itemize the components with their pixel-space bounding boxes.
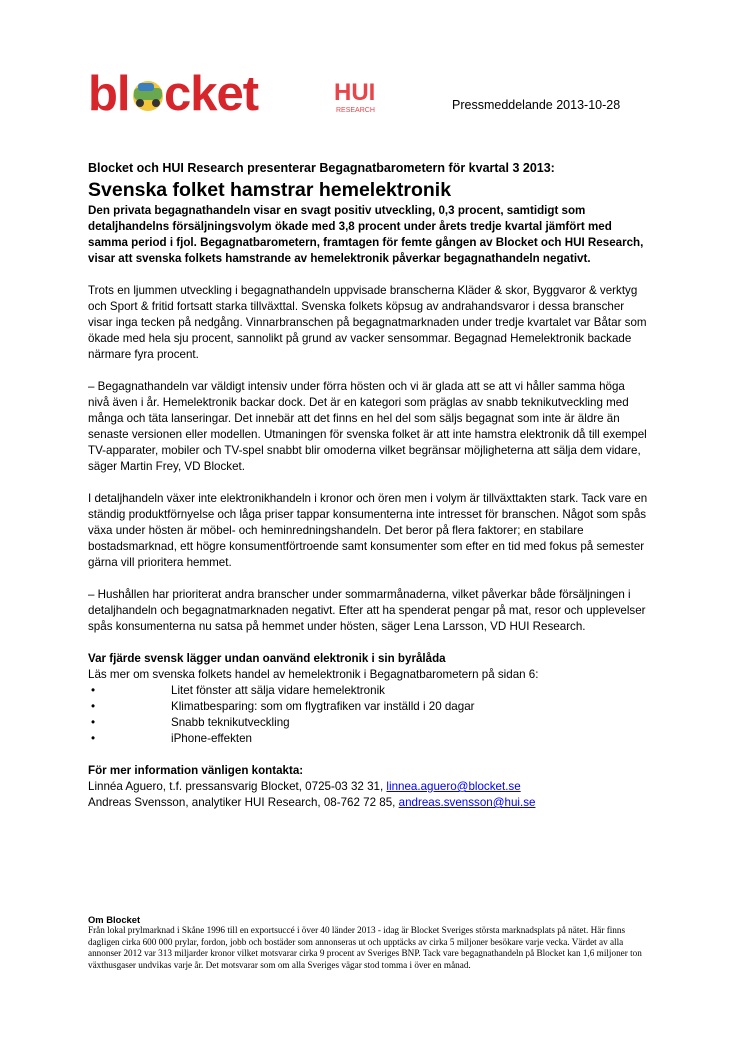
article-paragraph: I detaljhandeln växer inte elektronikhandeln i kronor och ören men i volym är tillväxttakten stark. Tack vare en ständig produktförnyelse och låga priser tappar konsumenterna inte intresset för branschen. Något som spås växa under hösten är möbel- och heminredningshandeln. Det beror på flera faktorer; en stabilare bostadsmarknad, ett högre konsumentförtroende samt konsumenter som efter en tid med fokus på semester gärna vill prioritera hemmet. — [88, 492, 648, 569]
press-release-date: Pressmeddelande 2013-10-28 — [452, 98, 621, 112]
contact-email-link[interactable]: linnea.aguero@blocket.se — [386, 780, 521, 793]
bullet-icon: • — [91, 700, 96, 713]
list-item-text: Klimatbesparing: som om flygtrafiken var inställd i 20 dagar — [171, 700, 475, 713]
contact-line — [88, 795, 648, 811]
bullet-icon: • — [91, 716, 96, 729]
article-paragraph: Trots en ljummen utveckling i begagnathandeln uppvisade branscherna Kläder & skor, Byggvaror & verktyg och Sport & fritid fortsatt starka tillväxttal. Svenska folkets köpsug av andrahandsvaror i dessa branscher visar inga tecken på nedgång. Vinnarbranschen på begagnatmarknaden under tredje kvartalet var Båtar som ökade med hela sju procent, sannolikt på grund av vacker sensommar. Begagnad Hemelektronik backade närmare fyra procent. — [88, 284, 647, 361]
blocket-logo-car-icon — [133, 81, 163, 111]
section-heading: Var fjärde svensk lägger undan oanvänd elektronik i sin byrålåda — [88, 652, 446, 665]
bullet-list — [88, 683, 648, 747]
article-title: Svenska folket hamstrar hemelektronik — [88, 179, 452, 201]
contact-info: Andreas Svensson, analytiker HUI Research, 08-762 72 85, — [88, 796, 399, 809]
list-item — [88, 731, 648, 747]
list-item-text: iPhone-effekten — [171, 732, 253, 745]
blocket-logo — [88, 68, 310, 118]
svg-text:bl: bl — [88, 68, 130, 118]
list-item — [88, 699, 648, 715]
list-item — [88, 715, 648, 731]
about-heading: Om Blocket — [88, 914, 141, 925]
article-body — [88, 160, 648, 811]
about-blocket-section — [88, 914, 648, 971]
contact-heading: För mer information vänligen kontakta: — [88, 764, 304, 777]
article-paragraph: – Hushållen har prioriterat andra branscher under sommarmånaderna, vilket påverkar både försäljningen i detaljhandeln och begagnatmarknaden negativt. Efter att ha spenderat pengar på mat, resor och upplevelser spås konsumenterna nu satsa på hemmet under hösten, säger Lena Larsson, VD HUI Research. — [88, 588, 646, 633]
article-lead: Den privata begagnathandeln visar en svagt positiv utveckling, 0,3 procent, samtidigt som detaljhandelns försäljningsvolym ökade med 3,8 procent under årets tredje kvartal jämfört med samma period i fjol. Begagnatbarometern, framtagen för femte gången av Blocket och HUI Research, visar att svenska folkets hamstrande av hemelektronik påverkar begagnathandeln negativt. — [88, 204, 644, 265]
about-text: Från lokal prylmarknad i Skåne 1996 till en exportsuccé i över 40 länder 2013 - idag är Blocket Sveriges största marknadsplats på nätet. Här finns dagligen cirka 600 000 prylar, fordon, jobb och bostäder som annonseras ut och upptäcks av cirka 5 miljoner besökare varje vecka. Värdet av alla annonser 2012 var 313 miljarder kronor vilket motsvarar cirka 9 procent av Sveriges BNP. Tack vare begagnathandeln på Blocket kan 1,6 miljoner ton växthusgaser undvikas varje år. Det motsvarar som om alla Sveriges vägar stod tomma i över en månad. — [88, 925, 642, 970]
svg-text:RESEARCH: RESEARCH — [336, 107, 375, 114]
contact-info: Linnéa Aguero, t.f. pressansvarig Blocket, 0725-03 32 31, — [88, 780, 387, 793]
contact-line — [88, 779, 648, 795]
bullet-icon: • — [91, 732, 96, 745]
list-item-text: Litet fönster att sälja vidare hemelektronik — [171, 684, 385, 697]
svg-text:HUI: HUI — [334, 79, 376, 106]
hui-research-logo — [334, 78, 414, 118]
list-item-text: Snabb teknikutveckling — [171, 716, 290, 729]
bullet-icon: • — [91, 684, 96, 697]
svg-text:cket: cket — [164, 68, 259, 118]
contact-email-link[interactable]: andreas.svensson@hui.se — [398, 796, 536, 809]
list-item — [88, 683, 648, 699]
list-intro: Läs mer om svenska folkets handel av hemelektronik i Begagnatbarometern på sidan 6: — [88, 668, 539, 681]
article-pre-title: Blocket och HUI Research presenterar Begagnatbarometern för kvartal 3 2013: — [88, 161, 555, 175]
article-paragraph: – Begagnathandeln var väldigt intensiv under förra hösten och vi är glada att se att vi håller samma höga nivå även i år. Hemelektronik backar dock. Det är en kategori som präglas av snabb teknikutveckling med många och täta lanseringar. Det innebär att det finns en hel del som säljs begagnat som inte är äldre än senaste versionen eller modellen. Utmaningen för svenska folket är att inte hamstra elektronik då till exempel TV-apparater, mobiler och TV-spel snabbt blir omoderna vilket begränsar möjligheterna att sälja dem vidare, säger Martin Frey, VD Blocket. — [88, 380, 647, 473]
